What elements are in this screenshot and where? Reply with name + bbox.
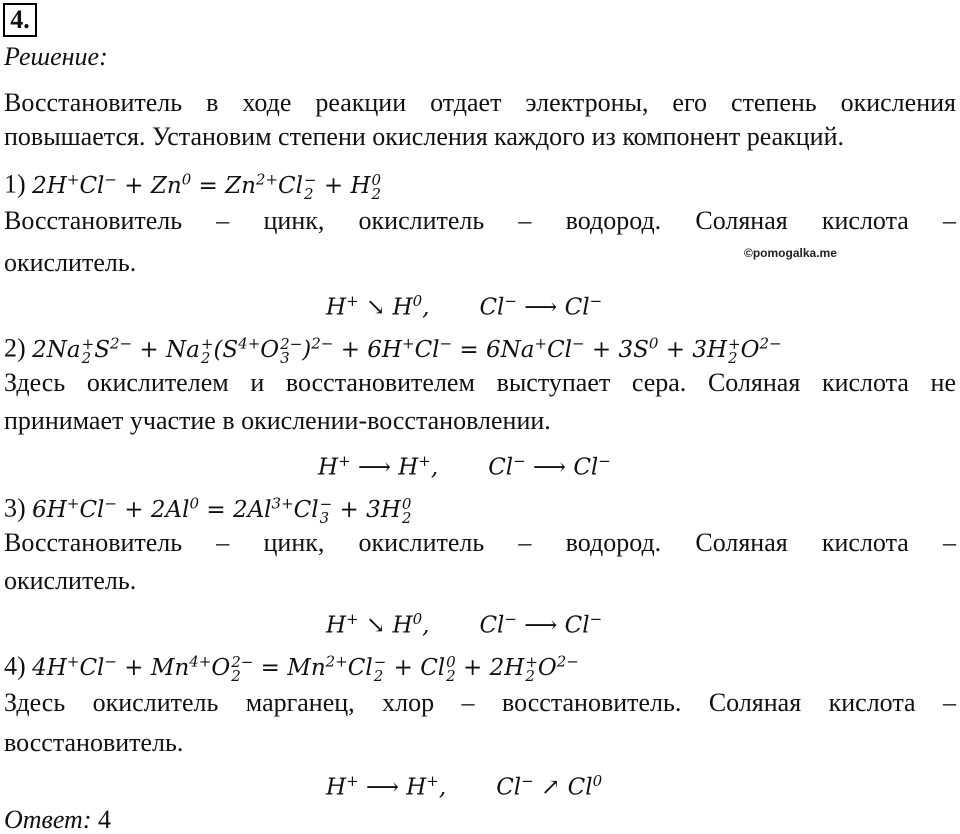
reaction-1-transitions: H+ ↘ $H^0$, Cl− ⟶ Cl−	[326, 292, 603, 321]
reaction-1-text-2: окислитель.	[4, 248, 137, 277]
reaction-2-text-1: Здесь окислителем и восстановителем выступает сера. Соляная кислота не	[4, 368, 956, 397]
intro-line-2: повышается. Установим степени окисления каждого из компонент реакций.	[4, 122, 845, 151]
task-number: 4.	[3, 3, 37, 37]
reaction-2-transitions: H+ ⟶ H+, Cl− ⟶ Cl−	[318, 452, 611, 481]
answer-label: Ответ:	[4, 805, 92, 834]
solution-heading: Решение:	[4, 42, 108, 71]
reaction-3-transitions: H+ ↘ $H^0$, Cl− ⟶ Cl−	[326, 610, 603, 639]
reaction-2-number: 2)	[4, 333, 26, 363]
reaction-4-number: 4)	[4, 651, 26, 681]
reaction-4-equation: 4) $4H^+Cl^- + Mn^{4+}O$ 2− 2 = $Mn^{2+}Cl$ − 2 + Cl 0 2 + 2H + 2 $O^{2-}$	[4, 651, 579, 685]
reaction-3-text-1: Восстановитель – цинк, окислитель – водород. Соляная кислота –	[4, 528, 956, 557]
answer-value: 4	[97, 805, 111, 834]
reaction-3-number: 3)	[4, 493, 26, 523]
reaction-1-number: 1)	[4, 169, 26, 199]
reaction-1-equation: 1) $2H^+Cl^- + Zn^0 = Zn^{2+}Cl$ − 2 + H 0 2	[4, 169, 382, 203]
answer-line	[4, 806, 111, 834]
reaction-3-text-2: окислитель.	[4, 566, 137, 595]
reaction-3-equation: 3) $6H^+Cl^- + 2Al^0 = 2Al^{3+}Cl$ − 3 + 3H 0 2	[4, 493, 412, 527]
watermark: ©pomogalka.me	[744, 246, 837, 260]
reaction-4-text-2: восстановитель.	[4, 728, 184, 757]
reaction-4-transitions: H+ ⟶ H+, Cl− ↗ Cl$^0$	[326, 772, 603, 801]
reaction-1-text-1: Восстановитель – цинк, окислитель – водород. Соляная кислота –	[4, 206, 956, 235]
reaction-2-equation: 2) 2Na + 2 $S^{2-} + Na$ + 2 ($S^{4+}O$ 2− 3 )$^{2-} + 6H^+Cl^- = 6Na^+Cl^- + 3S^0 + 3H$ + 2 $O^{2-}$	[4, 333, 782, 367]
intro-line-1: Восстановитель в ходе реакции отдает электроны, его степень окисления	[4, 88, 956, 117]
reaction-4-text-1: Здесь окислитель марганец, хлор – восстановитель. Соляная кислота –	[4, 688, 956, 717]
reaction-2-text-2: принимает участие в окислении-восстановлении.	[4, 406, 551, 435]
